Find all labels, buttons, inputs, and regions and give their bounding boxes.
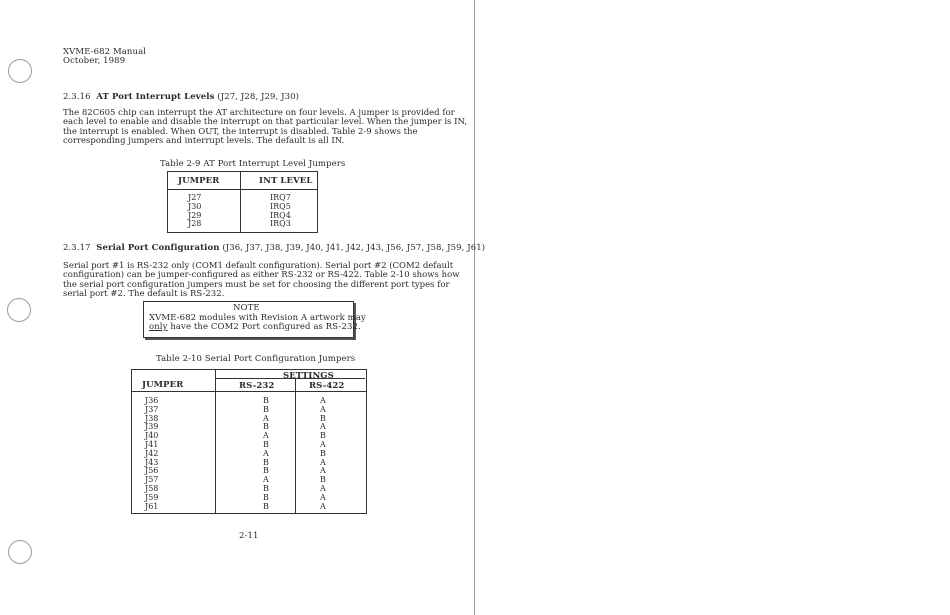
- table-cell: B: [263, 492, 269, 502]
- section-title: Serial Port Configuration: [96, 243, 220, 253]
- table-cell: A: [320, 483, 326, 493]
- table-cell: J41: [145, 439, 159, 449]
- page-fold-line: [474, 0, 475, 615]
- table-divider: [131, 391, 366, 392]
- table-divider: [167, 189, 317, 190]
- table-cell: B: [320, 475, 326, 485]
- table-cell: J27: [188, 193, 202, 202]
- table-cell: J61: [145, 501, 159, 511]
- table-cell: B: [263, 466, 269, 476]
- table-cell: A: [320, 466, 326, 476]
- table-cell: A: [320, 396, 326, 405]
- table-cell: A: [263, 431, 269, 441]
- table-cell: J59: [145, 492, 159, 502]
- table-cell: J30: [188, 201, 202, 211]
- table-cell: B: [263, 501, 269, 511]
- table-cell: J36: [145, 396, 159, 405]
- column-header-settings: SETTINGS: [283, 371, 334, 381]
- paragraph-line: configuration) can be jumper-configured as either RS-232 or RS-422. Table 2-10 shows how: [63, 270, 460, 281]
- table-cell: J28: [188, 219, 202, 229]
- note-emphasis: only: [149, 322, 168, 332]
- table-cell: A: [320, 501, 326, 511]
- section-number: 2.3.17: [63, 243, 91, 253]
- table-divider: [295, 378, 296, 513]
- binder-hole: [7, 298, 31, 322]
- section-heading: [63, 244, 485, 253]
- section-number: 2.3.16: [63, 92, 91, 102]
- section-heading: [63, 93, 299, 102]
- table-cell: B: [320, 448, 326, 458]
- table-cell: B: [263, 396, 269, 405]
- table-cell: IRQ4: [270, 210, 291, 220]
- table-cell: IRQ5: [270, 201, 291, 211]
- binder-hole: [8, 540, 32, 564]
- table-cell: J29: [188, 210, 202, 220]
- table-cell: B: [263, 483, 269, 493]
- column-header-rs422: RS-422: [309, 381, 345, 391]
- section-refs: (J36, J37, J38, J39, J40, J41, J42, J43, J56, J57, J58, J59, J61): [222, 243, 486, 253]
- table-cell: IRQ7: [270, 193, 291, 202]
- int-level-column: [270, 194, 291, 229]
- table-cell: J43: [145, 457, 159, 467]
- table-caption: Table 2-9 AT Port Interrupt Level Jumpers: [160, 159, 346, 169]
- table-cell: B: [263, 404, 269, 414]
- paragraph-line: each level to enable and disable the interrupt on that particular level. When the jumper is IN,: [63, 117, 468, 128]
- note-line-rest: have the COM2 Port configured as RS-232.: [167, 322, 361, 332]
- table-cell: J58: [145, 483, 159, 493]
- table-cell: J56: [145, 466, 159, 476]
- paragraph-line: The 82C605 chip can interrupt the AT architecture on four levels. A jumper is provided for: [63, 108, 455, 118]
- column-header-jumper: JUMPER: [178, 176, 220, 186]
- table-cell: B: [320, 431, 326, 441]
- column-header-rs232: RS-232: [239, 381, 275, 391]
- table-cell: B: [263, 457, 269, 467]
- note-line: XVME-682 modules with Revision A artwork may: [149, 313, 366, 323]
- section-paragraph: [63, 261, 460, 300]
- table-cell: B: [263, 422, 269, 432]
- section-title: AT Port Interrupt Levels: [96, 92, 215, 102]
- table-cell: J37: [145, 404, 159, 414]
- rs422-column: [320, 397, 326, 511]
- table-cell: A: [263, 413, 269, 423]
- binder-hole: [8, 59, 32, 83]
- column-header-int-level: INT LEVEL: [259, 176, 313, 186]
- table-cell: A: [320, 457, 326, 467]
- table-cell: A: [320, 404, 326, 414]
- header-date: October, 1989: [63, 56, 126, 66]
- paragraph-line: the serial port configuration jumpers must be set for choosing the different port types for: [63, 279, 450, 290]
- table-cell: J38: [145, 413, 159, 423]
- table-caption: Table 2-10 Serial Port Configuration Jumpers: [156, 354, 356, 364]
- section-paragraph: [63, 108, 468, 147]
- table-cell: B: [263, 439, 269, 449]
- jumper-column: [145, 397, 158, 511]
- section-refs: (J27, J28, J29, J30): [217, 92, 300, 102]
- paragraph-line: serial port #2. The default is RS-232.: [63, 289, 225, 300]
- table-cell: J57: [145, 475, 159, 485]
- table-cell: A: [320, 492, 326, 502]
- table-cell: A: [320, 422, 326, 432]
- note-line: [149, 323, 361, 332]
- jumper-column: [188, 194, 201, 229]
- rs232-column: [263, 397, 269, 511]
- table-cell: A: [263, 448, 269, 458]
- note-title: NOTE: [233, 303, 260, 313]
- header-title: XVME-682 Manual: [63, 47, 147, 57]
- paragraph-line: corresponding jumpers and interrupt levels. The default is all IN.: [63, 136, 345, 147]
- table-cell: A: [263, 475, 269, 485]
- table-cell: J42: [145, 448, 159, 458]
- paragraph-line: Serial port #1 is RS-232 only (COM1 default configuration). Serial port #2 (COM2 default: [63, 261, 454, 271]
- column-header-jumper: JUMPER: [142, 380, 184, 390]
- table-cell: B: [320, 413, 326, 423]
- table-divider: [240, 171, 241, 232]
- paragraph-line: the interrupt is enabled. When OUT, the interrupt is disabled. Table 2-9 shows the: [63, 126, 418, 137]
- table-cell: J40: [145, 431, 159, 441]
- page-number: 2-11: [239, 531, 259, 541]
- table-cell: A: [320, 439, 326, 449]
- table-cell: J39: [145, 422, 159, 432]
- table-cell: IRQ3: [270, 219, 291, 229]
